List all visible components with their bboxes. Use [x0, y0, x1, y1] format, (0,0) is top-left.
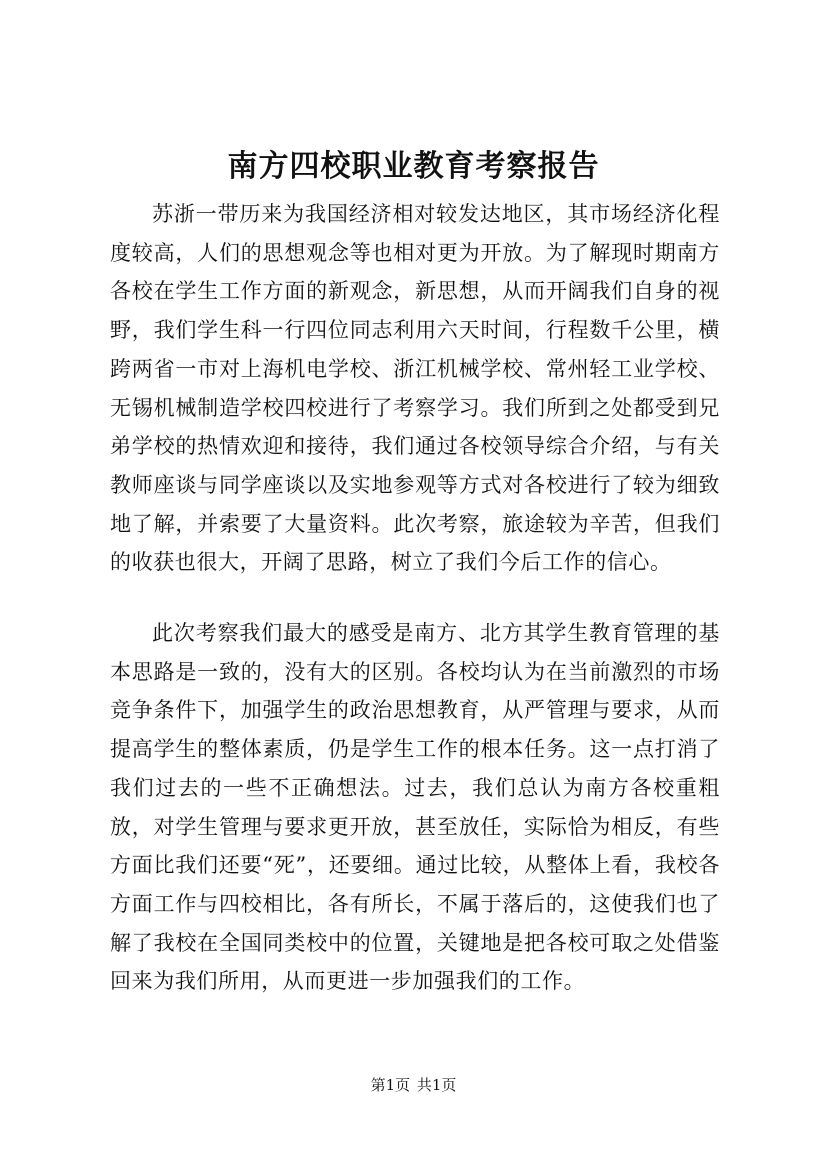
page-number-footer: 第1页 共1页: [370, 1076, 457, 1094]
document-title: 南方四校职业教育考察报告: [227, 149, 600, 184]
body-paragraph: 苏浙一带历来为我国经济相对较发达地区，其市场经济化程度较高，人们的思想观念等也相对更为开放。为了解现时期南方各校在学生工作方面的新观念，新思想，从而开阔我们自身的视野，我们学生科一行四位同志利用六天时间，行程数千公里，横跨两省一市对上海机电学校、浙江机械学校、常州轻工业学校、无锡机械制造学校四校进行了考察学习。我们所到之处都受到兄弟学校的热情欢迎和接待，我们通过各校领导综合介绍，与有关教师座谈与同学座谈以及实地参观等方式对各校进行了较为细致地了解，并索要了大量资料。此次考察，旅途较为辛苦，但我们的收获也很大，开阔了思路，树立了我们今后工作的信心。: [110, 202, 720, 575]
body-paragraph: 此次考察我们最大的感受是南方、北方其学生教育管理的基本思路是一致的，没有大的区别。各校均认为在当前激烈的市场竞争条件下，加强学生的政治思想教育，从严管理与要求，从而提高学生的整体素质，仍是学生工作的根本任务。这一点打消了我们过去的一些不正确想法。过去，我们总认为南方各校重粗放，对学生管理与要求更开放，甚至放任，实际恰为相反，有些方面比我们还要“死”，还要细。通过比较，从整体上看，我校各方面工作与四校相比，各有所长，不属于落后的，这使我们也了解了我校在全国同类校中的位置，关键地是把各校可取之处借鉴回来为我们所用，从而更进一步加强我们的工作。: [110, 621, 720, 994]
